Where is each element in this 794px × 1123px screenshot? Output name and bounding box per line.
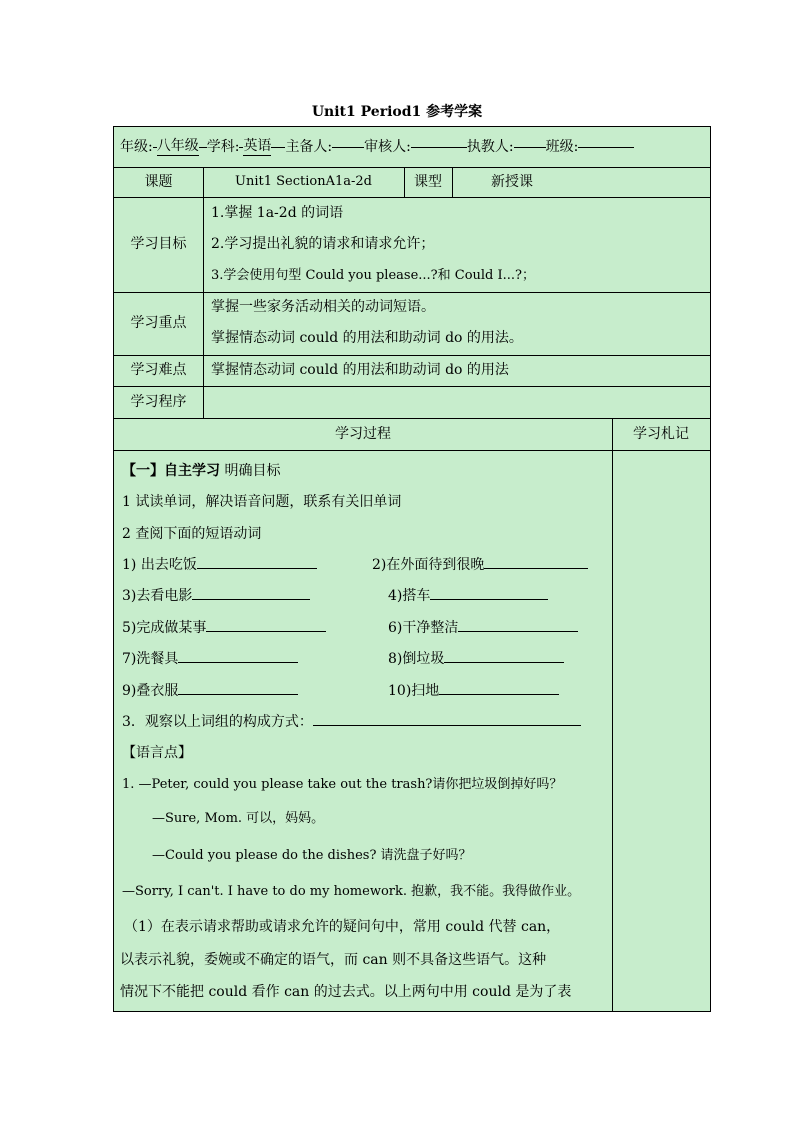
lesson-type-value: 新授课 — [491, 173, 533, 190]
subject-value: 英语 — [243, 138, 272, 155]
answer-blank[interactable] — [444, 662, 564, 663]
language-points-heading: 【语言点】 — [122, 745, 192, 761]
explanation-line: 以表示礼貌，委婉或不确定的语气，而 can 则不具备这些语气。这种 — [120, 952, 547, 968]
answer-blank[interactable] — [458, 631, 578, 632]
explanation-line: 情况下不能把 could 看作 can 的过去式。以上两句中用 could 是为了表 — [120, 984, 572, 1000]
subject-label: 学科: — [206, 138, 240, 155]
phrase-row: 9)叠衣服 10)扫地 — [122, 683, 612, 700]
topic-value: Unit1 SectionA1a-2d — [235, 174, 372, 190]
grade-value: 八年级 — [156, 138, 199, 155]
preparer-blank[interactable] — [332, 147, 364, 148]
procedure-value — [203, 386, 710, 418]
dialog-line: 1. —Peter, could you please take out the trash?请你把垃圾倒掉好吗？ — [122, 777, 563, 792]
objectives-list — [203, 197, 710, 292]
key-point-item: 掌握情态动词 could 的用法和助动词 do 的用法。 — [211, 330, 523, 346]
difficulties-label: 学习难点 — [130, 362, 187, 379]
phrase-row: 7)洗餐具 8)倒垃圾 — [122, 651, 612, 668]
notes-column[interactable] — [612, 450, 710, 1011]
answer-blank[interactable] — [178, 662, 298, 663]
objective-item: 2.学习提出礼貌的请求和请求允许； — [211, 236, 435, 252]
lesson-type-label: 课型 — [414, 173, 442, 190]
procedure-label: 学习程序 — [130, 393, 187, 410]
key-points-label: 学习重点 — [130, 315, 187, 332]
answer-blank[interactable] — [197, 568, 317, 569]
objective-item: 3.学会使用句型 Could you please...?和 Could I...?； — [211, 268, 536, 283]
answer-blank[interactable] — [430, 599, 548, 600]
explanation-line: （1）在表示请求帮助或请求允许的疑问句中，常用 could 代替 can， — [124, 919, 561, 935]
header-info-row — [120, 127, 710, 167]
key-points-list — [203, 292, 710, 355]
process-header: 学习过程 — [335, 425, 391, 442]
class-label: 班级: — [545, 138, 579, 155]
step-3: 3．观察以上词组的构成方式： — [122, 714, 581, 731]
answer-blank[interactable] — [192, 599, 310, 600]
step-2: 2 查阅下面的短语动词 — [122, 526, 262, 542]
dialog-line: —Sure, Mom. 可以，妈妈。 — [152, 811, 325, 826]
teacher-blank[interactable] — [514, 147, 546, 148]
dialog-line: —Could you please do the dishes? 请洗盘子好吗？ — [152, 848, 472, 863]
preparer-label: 主备人: — [285, 138, 333, 155]
class-blank[interactable] — [578, 147, 634, 148]
phrase-row: 3)去看电影 4)搭车 — [122, 588, 612, 605]
phrase-row: 1) 出去吃饭 2)在外面待到很晚 — [122, 557, 612, 574]
process-content — [114, 450, 612, 1011]
topic-label: 课题 — [144, 173, 173, 190]
reviewer-blank[interactable] — [411, 147, 467, 148]
key-point-item: 掌握一些家务活动相关的动词短语。 — [211, 299, 435, 315]
objective-item: 1.掌握 1a-2d 的词语 — [211, 205, 344, 221]
phrase-row: 5)完成做某事 6)干净整洁 — [122, 620, 612, 637]
notes-header: 学习札记 — [633, 425, 689, 442]
difficulties-text: 掌握情态动词 could 的用法和助动词 do 的用法 — [211, 362, 509, 379]
answer-blank[interactable] — [178, 694, 298, 695]
grade-label: 年级: — [120, 138, 153, 155]
teacher-label: 执教人: — [466, 138, 514, 155]
answer-blank[interactable] — [439, 694, 559, 695]
dialog-line: —Sorry, I can't. I have to do my homework. 抱歉，我不能。我得做作业。 — [122, 884, 581, 899]
page-title: Unit1 Period1 参考学案 — [311, 104, 483, 120]
answer-blank[interactable] — [484, 568, 588, 569]
answer-blank[interactable] — [206, 631, 326, 632]
reviewer-label: 审核人: — [364, 138, 411, 155]
section-heading: 【一】自主学习 明确目标 — [122, 463, 281, 479]
objectives-label: 学习目标 — [130, 236, 187, 253]
answer-blank[interactable] — [313, 725, 581, 726]
step-1: 1 试读单词，解决语音问题，联系有关旧单词 — [122, 494, 402, 510]
study-guide-table — [113, 126, 711, 1012]
